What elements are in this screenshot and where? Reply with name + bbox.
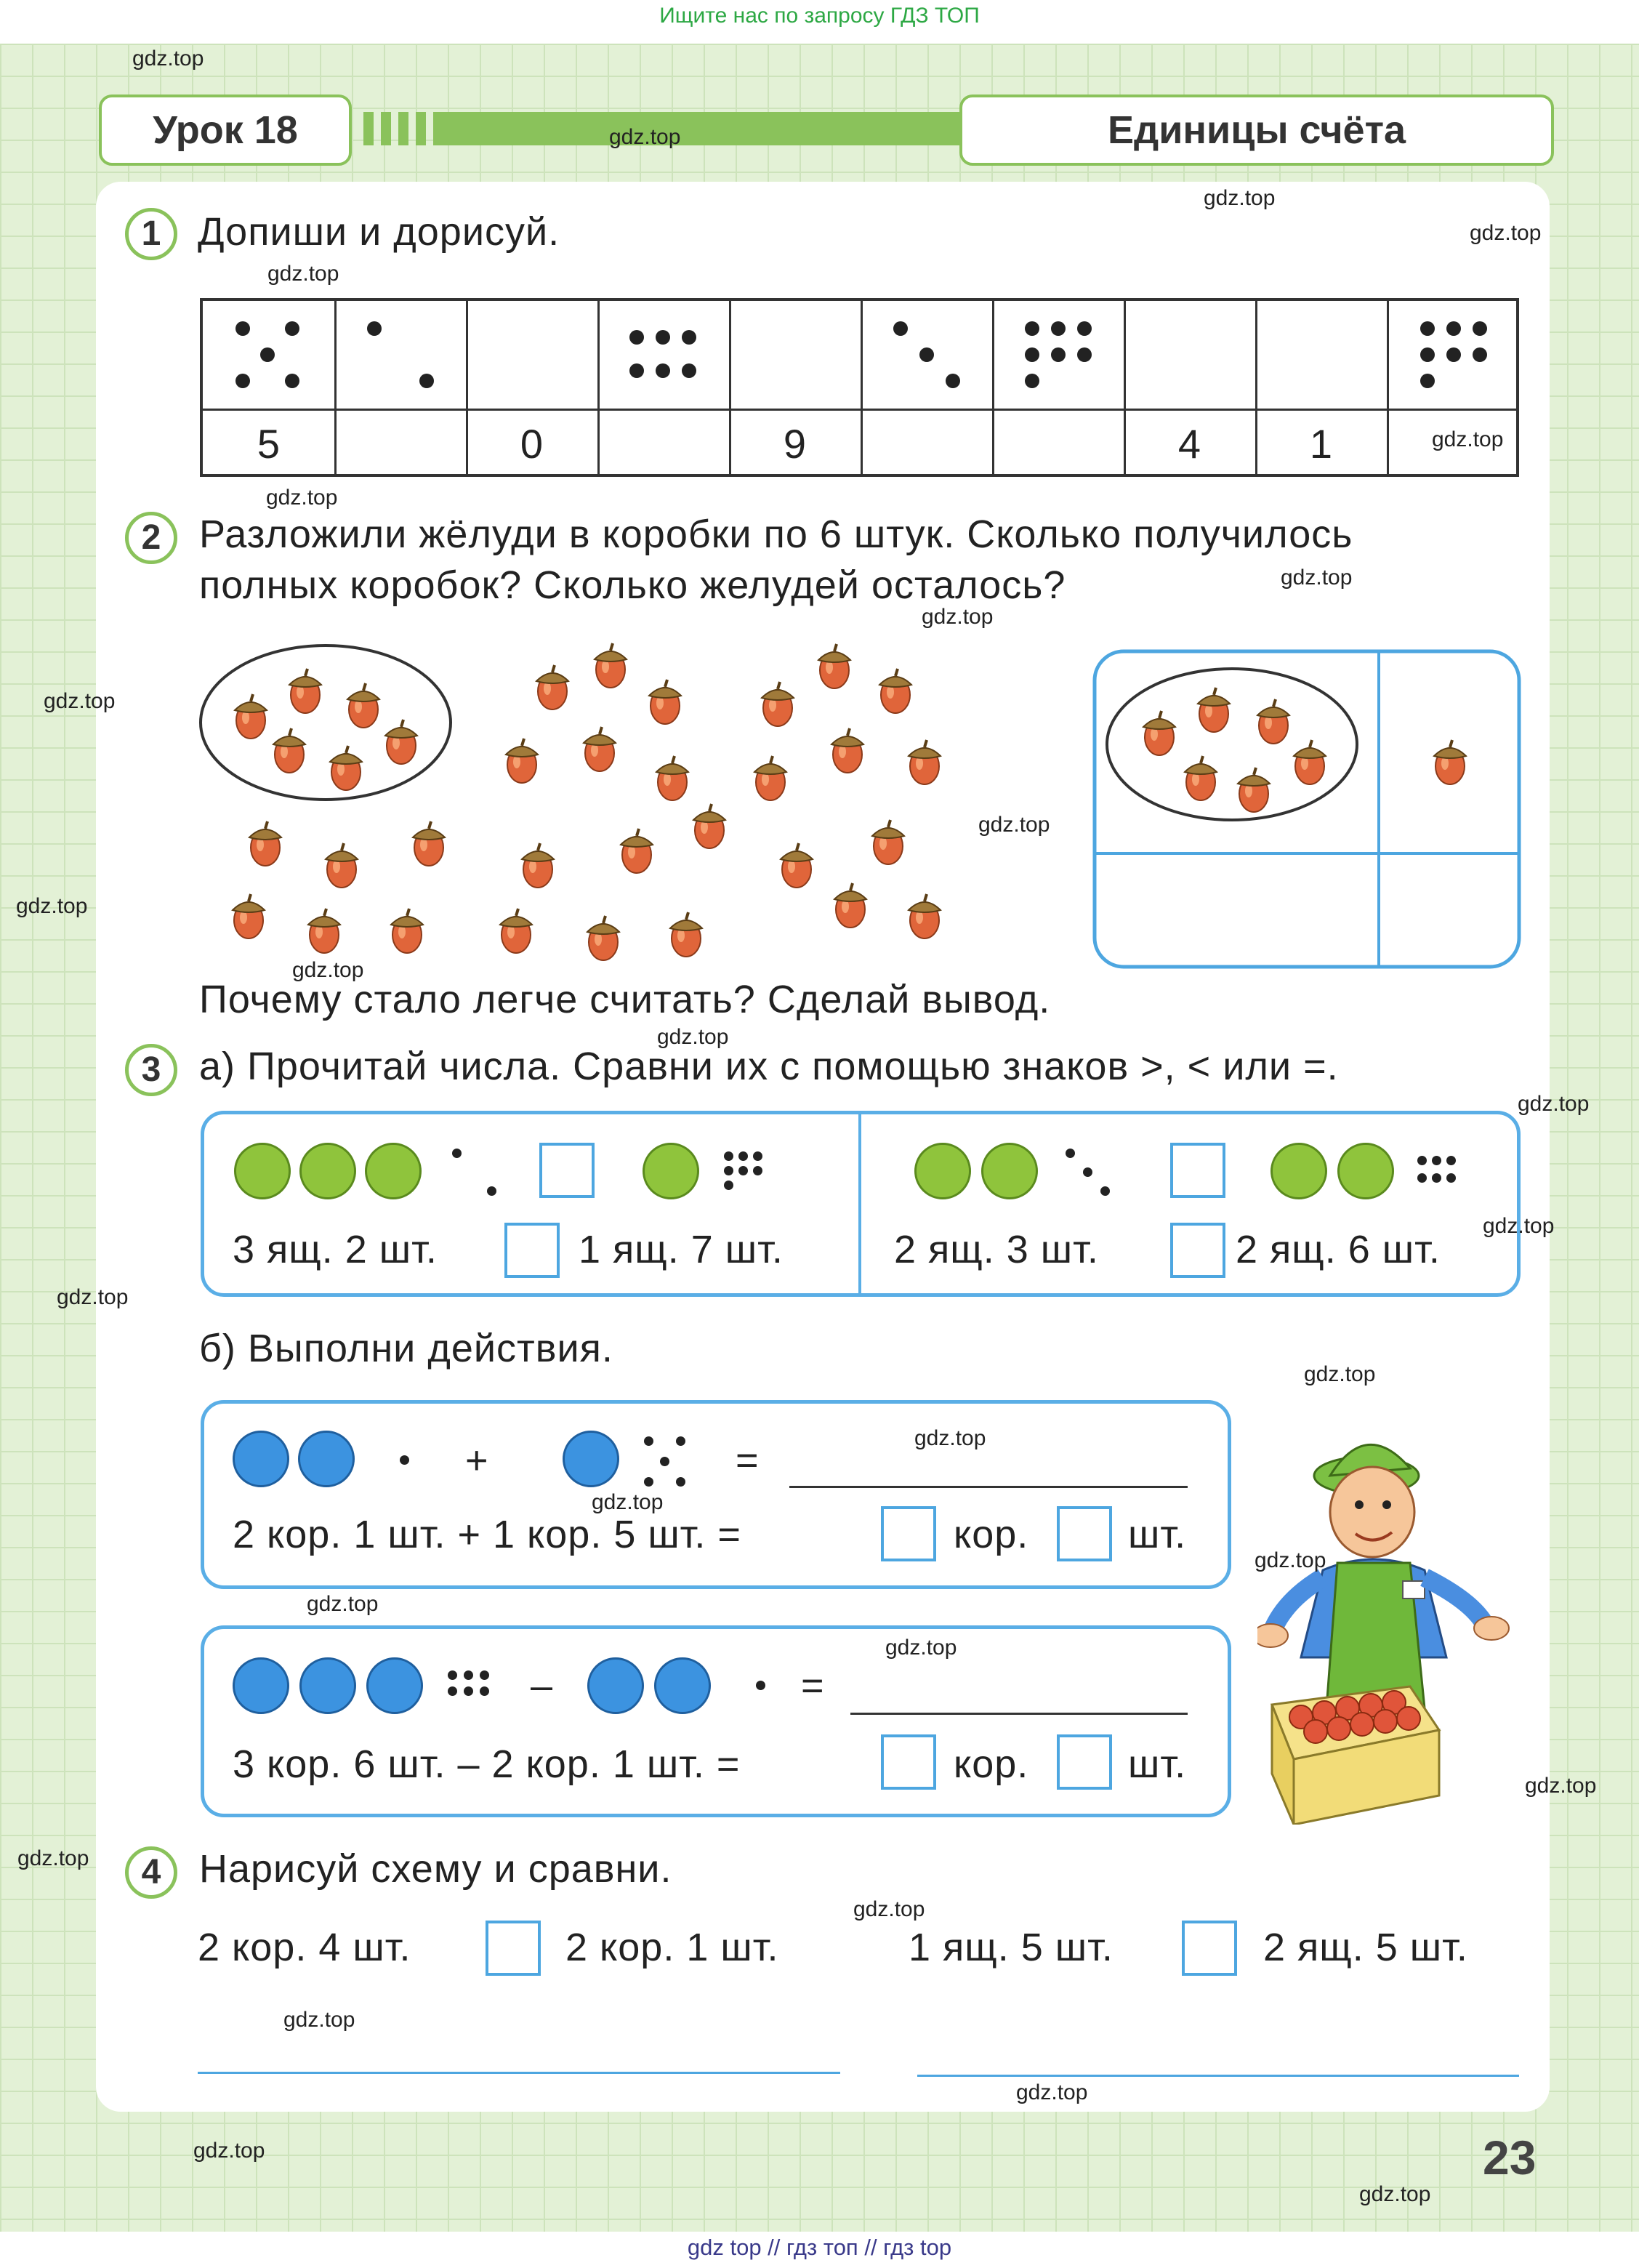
watermark: gdz.top — [1016, 2080, 1088, 2104]
watermark: gdz.top — [853, 1897, 925, 1921]
unit-pcs: шт. — [1128, 1513, 1187, 1556]
lesson-label: Урок 18 — [99, 94, 352, 166]
task2-number: 2 — [125, 512, 177, 564]
table-number: 9 — [783, 421, 807, 467]
table-number: 5 — [257, 421, 281, 467]
watermark: gdz.top — [44, 689, 116, 713]
answer-line[interactable] — [789, 1486, 1188, 1488]
watermark: gdz.top — [307, 1592, 379, 1616]
box-ball — [299, 1143, 356, 1199]
minus-sign: – — [531, 1664, 554, 1708]
task4-number: 4 — [125, 1846, 177, 1899]
table-number — [597, 411, 729, 477]
box-ball — [1337, 1143, 1394, 1199]
equals-sign: = — [736, 1439, 760, 1482]
task1-number: 1 — [125, 208, 177, 260]
watermark: gdz.top — [922, 605, 994, 629]
task4-title: Нарисуй схему и сравни. — [199, 1847, 672, 1891]
task2-question: Почему стало легче считать? Сделай вывод. — [199, 978, 1051, 1021]
compare-box[interactable] — [1182, 1921, 1237, 1976]
scheme-line-right[interactable] — [917, 2075, 1519, 2077]
task3b2-expression: 3 кор. 6 шт. – 2 кор. 1 шт. = — [233, 1742, 741, 1786]
bottom-banner: gdz top // гдз топ // гдз top — [687, 2235, 952, 2260]
watermark: gdz.top — [1483, 1214, 1555, 1238]
seller-illustration — [1257, 1418, 1534, 1825]
box-ball — [233, 1431, 289, 1487]
unit-box: кор. — [954, 1513, 1029, 1556]
watermark: gdz.top — [1518, 1092, 1590, 1116]
box-ball — [563, 1431, 619, 1487]
compare-box[interactable] — [504, 1223, 560, 1278]
watermark: gdz.top — [1255, 1548, 1326, 1572]
watermark: gdz.top — [1204, 186, 1276, 210]
watermark: gdz.top — [16, 894, 88, 918]
compare-box[interactable] — [1170, 1223, 1225, 1278]
table-number: 0 — [520, 421, 544, 467]
watermark: gdz.top — [1304, 1362, 1376, 1386]
answer-box[interactable] — [1057, 1506, 1112, 1561]
watermark: gdz.top — [1432, 427, 1504, 451]
box-ball — [643, 1143, 699, 1199]
box-ball — [981, 1143, 1038, 1199]
task1-table — [200, 298, 1519, 477]
task3b1-expression: 2 кор. 1 шт. + 1 кор. 5 шт. = — [233, 1513, 741, 1556]
answer-line[interactable] — [850, 1713, 1188, 1715]
compare-box[interactable] — [1170, 1143, 1225, 1198]
box-ball — [298, 1431, 355, 1487]
scheme-line-left[interactable] — [198, 2072, 840, 2074]
box-ball — [233, 1657, 289, 1714]
watermark: gdz.top — [283, 2008, 355, 2032]
watermark: gdz.top — [266, 486, 338, 510]
task2-text-line1: Разложили жёлуди в коробки по 6 штук. Сколько получилось — [199, 512, 1353, 556]
compare-box[interactable] — [539, 1143, 595, 1198]
table-number: 1 — [1309, 421, 1333, 467]
box-ball — [587, 1657, 644, 1714]
topic-title: Единицы счёта — [959, 94, 1554, 166]
table-number: 4 — [1177, 421, 1201, 467]
watermark: gdz.top — [1281, 566, 1353, 590]
task3a-right-second: 2 ящ. 6 шт. — [1236, 1228, 1441, 1271]
task3a-right-first: 2 ящ. 3 шт. — [894, 1228, 1099, 1271]
task2-text-line2: полных коробок? Сколько желудей осталось? — [199, 563, 1066, 607]
table-number — [992, 411, 1124, 477]
table-number — [334, 411, 466, 477]
task3a-left-second: 1 ящ. 7 шт. — [579, 1228, 784, 1271]
watermark: gdz.top — [1525, 1774, 1597, 1798]
table-number — [861, 411, 992, 477]
watermark: gdz.top — [592, 1490, 664, 1514]
page-number: 23 — [1483, 2131, 1537, 2184]
answer-box[interactable] — [881, 1734, 936, 1790]
answer-box[interactable] — [1057, 1734, 1112, 1790]
watermark: gdz.top — [193, 2139, 265, 2163]
box-ball — [234, 1143, 291, 1199]
box-ball — [914, 1143, 971, 1199]
watermark: gdz.top — [657, 1025, 729, 1049]
task3a-left-first: 3 ящ. 2 шт. — [233, 1228, 438, 1271]
answer-box[interactable] — [881, 1506, 936, 1561]
box-ball — [365, 1143, 422, 1199]
watermark: gdz.top — [132, 47, 204, 71]
watermark: gdz.top — [978, 813, 1050, 837]
watermark: gdz.top — [292, 958, 364, 982]
task4-right-first: 1 ящ. 5 шт. — [909, 1926, 1114, 1969]
box-ball — [299, 1657, 356, 1714]
task4-right-second: 2 ящ. 5 шт. — [1263, 1926, 1468, 1969]
watermark: gdz.top — [267, 262, 339, 286]
watermark: gdz.top — [17, 1846, 89, 1870]
watermark: gdz.top — [885, 1636, 957, 1660]
compare-box[interactable] — [486, 1921, 541, 1976]
box-ball — [654, 1657, 711, 1714]
task3a-divider — [858, 1114, 861, 1293]
watermark: gdz.top — [1470, 221, 1542, 245]
task4-left-second: 2 кор. 1 шт. — [565, 1926, 779, 1969]
equals-sign: = — [801, 1664, 825, 1708]
plus-sign: + — [465, 1439, 489, 1482]
top-banner: Ищите нас по запросу ГДЗ ТОП — [659, 4, 980, 28]
unit-box: кор. — [954, 1742, 1029, 1786]
task3-part-b: б) Выполни действия. — [199, 1327, 613, 1370]
acorn-picture — [189, 625, 1526, 974]
task4-left-first: 2 кор. 4 шт. — [198, 1926, 411, 1969]
watermark: gdz.top — [914, 1426, 986, 1450]
task3-part-a: а) Прочитай числа. Сравни их с помощью знаков >, < или =. — [199, 1045, 1339, 1088]
watermark: gdz.top — [609, 125, 681, 149]
unit-pcs: шт. — [1128, 1742, 1187, 1786]
task3-number: 3 — [125, 1044, 177, 1096]
task1-title: Допиши и дорисуй. — [198, 210, 560, 254]
box-ball — [366, 1657, 423, 1714]
watermark: gdz.top — [57, 1285, 129, 1309]
box-ball — [1270, 1143, 1327, 1199]
watermark: gdz.top — [1359, 2182, 1431, 2206]
